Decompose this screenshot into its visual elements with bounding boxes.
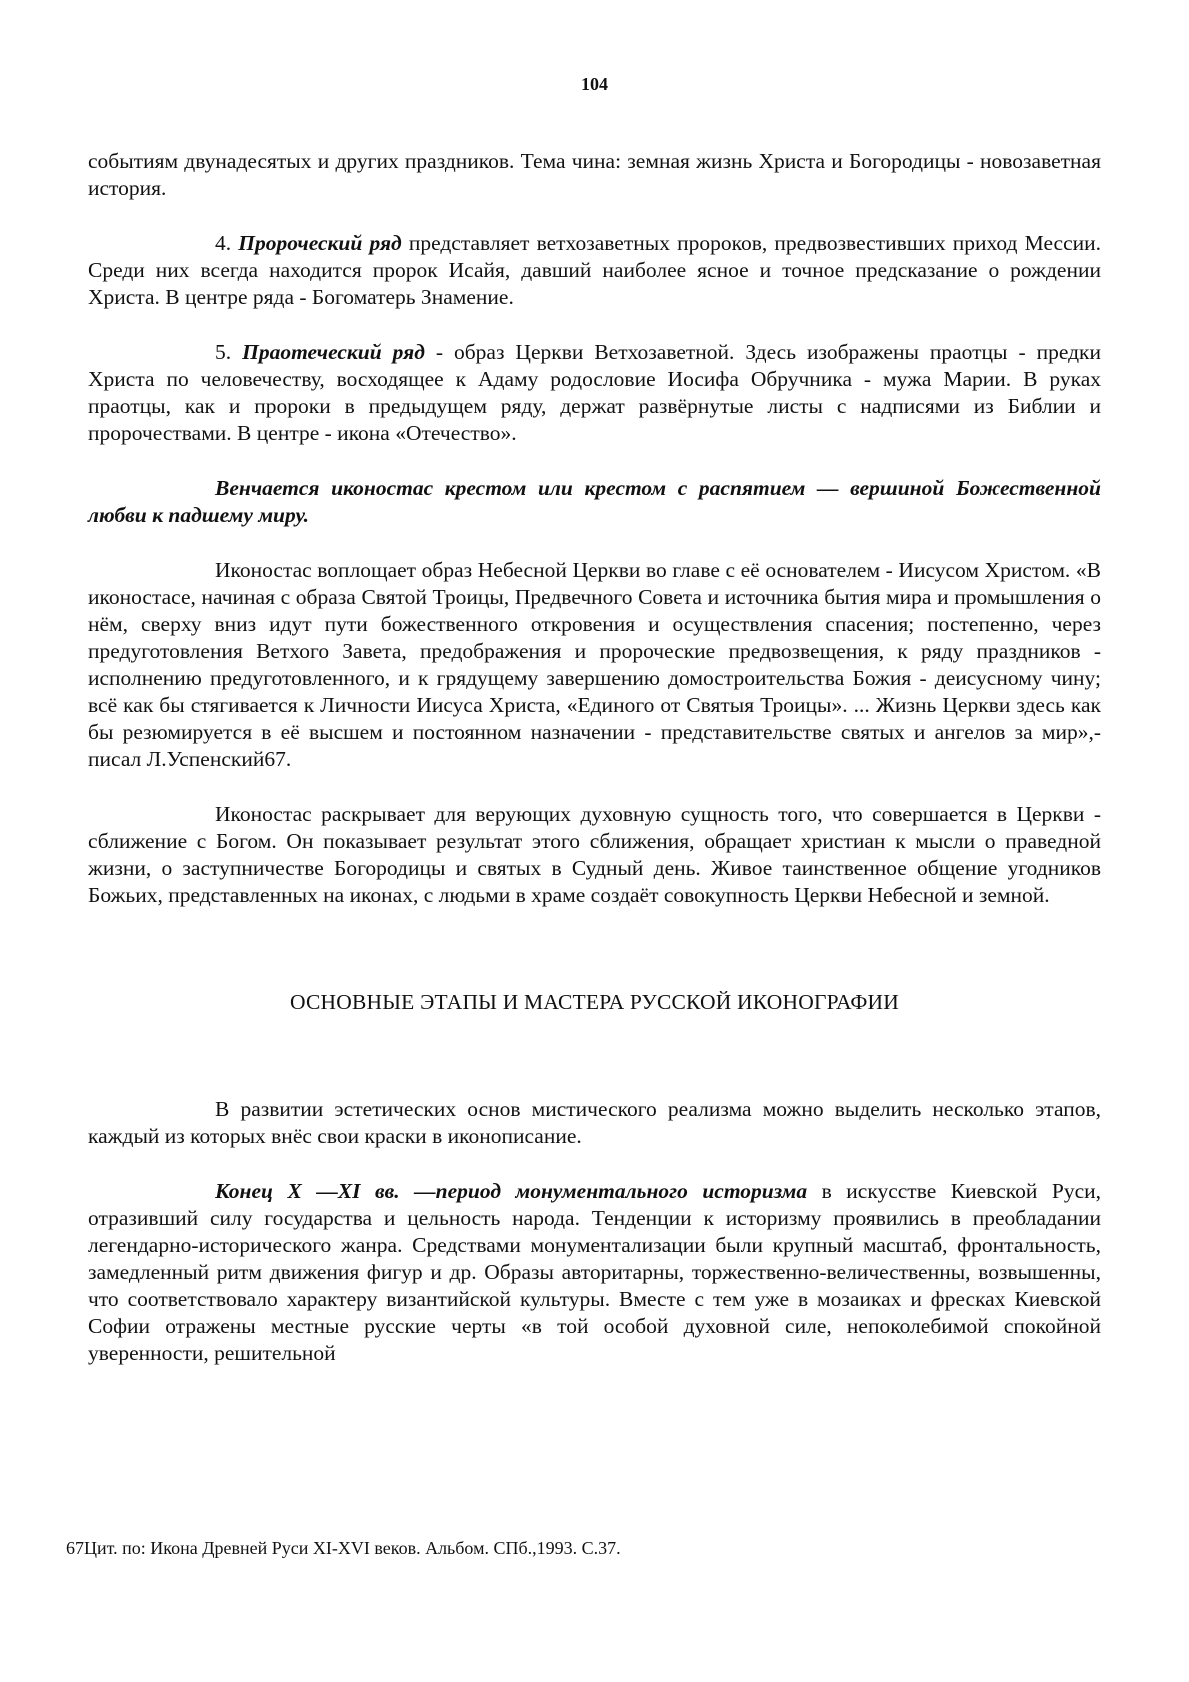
list-number: 4. [215,231,239,255]
paragraph-forefathers-tier [88,339,1101,447]
paragraph-stages-intro: В развитии эстетических основ мистического реализма можно выделить несколько этапов, каждый из которых внёс свои краски в иконописание. [88,1097,1101,1148]
term-forefathers-tier: Праотеческий ряд [242,340,425,364]
footnote-reference: 67 [264,747,286,771]
paragraph-iconostasis-reveals: Иконостас раскрывает для верующих духовную сущность того, что совершается в Церкви - сближение с Богом. Он показывает результат этого сближения, обращает христиан к мысли о праведной жизни, о заступничестве Богородицы и святых в Судный день. Живое таинственное общение угодников Божьих, представленных на иконах, с людьми в храме создаёт совокупность Церкви Небесной и земной. [88,802,1101,907]
page-number: 104 [581,74,608,94]
footnote [66,1538,621,1559]
paragraph-text: Иконостас воплощает образ Небесной Церкви во главе с её основателем - Иисусом Христом. «В иконостасе, начиная с образа Святой Троицы, Предвечного Совета и источника бытия мира и промышления о нём, сверху вниз идут пути божественного откровения и осуществления спасения; постепенно, через предуготовления Ветхого Завета, предображения и пророческие предвозвещения, к ряду праздников - исполнению предуготовленного, и к грядущему завершению домостроительства Божия - деисусному чину; всё как бы стягивается к Личности Иисуса Христа, «Единого от Святыя Троицы». ... Жизнь Церкви здесь как бы резюмируется в её высшем и постоянном назначении - представительстве святых и ангелов за мир»,- писал Л.Успенский [88,558,1101,771]
paragraph-crowning-cross [88,475,1101,529]
paragraph-feast-tier-end: событиям двунадесятых и других праздников. Тема чина: земная жизнь Христа и Богородицы - новозаветная история. [88,149,1101,200]
paragraph-text: - образ Церкви Ветхозаветной. Здесь изображены праотцы - предки Христа по человечеству, восходящее к Адаму родословие Иосифа Обручника - мужа Марии. В руках праотцы, как и пророки в предыдущем ряду, держат развёрнутые листы с надписями из Библии и пророчествами. В центре - икона «Отечество». [88,340,1102,445]
paragraph-text: в искусстве Киевской Руси, отразивший силу государства и цельность народа. Тенденции к историзму проявились в преобладании легендарно-исторического жанра. Средствами монументализации были крупный масштаб, фронтальность, замедленный ритм движения фигур и др. Образы авторитарны, торжественно-величественны, возвышенны, что соответствовало характеру византийской культуры. Вместе с тем уже в мозаиках и фресках Киевской Софии отражены местные русские черты «в той особой духовной силе, непоколебимой спокойной уверенности, решительной [88,1179,1101,1365]
paragraph-iconostasis-image: Иконостас воплощает образ Небесной Церкви во главе с её основателем - Иисусом Христом. «В иконостасе, начиная с образа Святой Троицы, Предвечного Совета и источника бытия мира и промышления о нём, сверху вниз идут пути божественного откровения и осуществления спасения; постепенно, через предуготовления Ветхого Завета, предображения и пророческие предвозвещения, к ряду праздников - исполнению предуготовленного, и к грядущему завершению домостроительства Божия - деисусному чину; всё как бы стягивается к Личности Иисуса Христа, «Единого от Святыя Троицы». ... Жизнь Церкви здесь как бы резюмируется в её высшем и постоянном назначении - представительстве святых и ангелов за мир»,- писал Л.Успенский67. [88,558,1101,771]
term-kievan-period: Конец X —XI вв. —период монументального историзма [215,1179,808,1203]
footnote-text: Цит. по: Икона Древней Руси XI-XVI веков. Альбом. СПб.,1993. С.37. [84,1538,621,1558]
term-prophets-tier: Пророческий ряд [238,231,402,255]
emphasis-crowning-cross: Венчается иконостас крестом или крестом с распятием — вершиной Божественной любви к падшему миру. [88,476,1101,527]
list-number: 5. [215,340,243,364]
page-body [88,148,1101,1367]
paragraph-text: представляет ветхозаветных пророков, предвозвестивших приход Мессии. Среди них всегда находится пророк Исайя, давший наиболее ясное и точное предсказание о рождении Христа. В центре ряда - Богоматерь Знамение. [88,231,1101,309]
footnote-number: 67 [66,1538,84,1558]
section-heading: ОСНОВНЫЕ ЭТАПЫ И МАСТЕРА РУССКОЙ ИКОНОГРАФИИ [289,990,900,1014]
paragraph-kievan-period [88,1178,1101,1367]
paragraph-prophets-tier [88,230,1101,311]
